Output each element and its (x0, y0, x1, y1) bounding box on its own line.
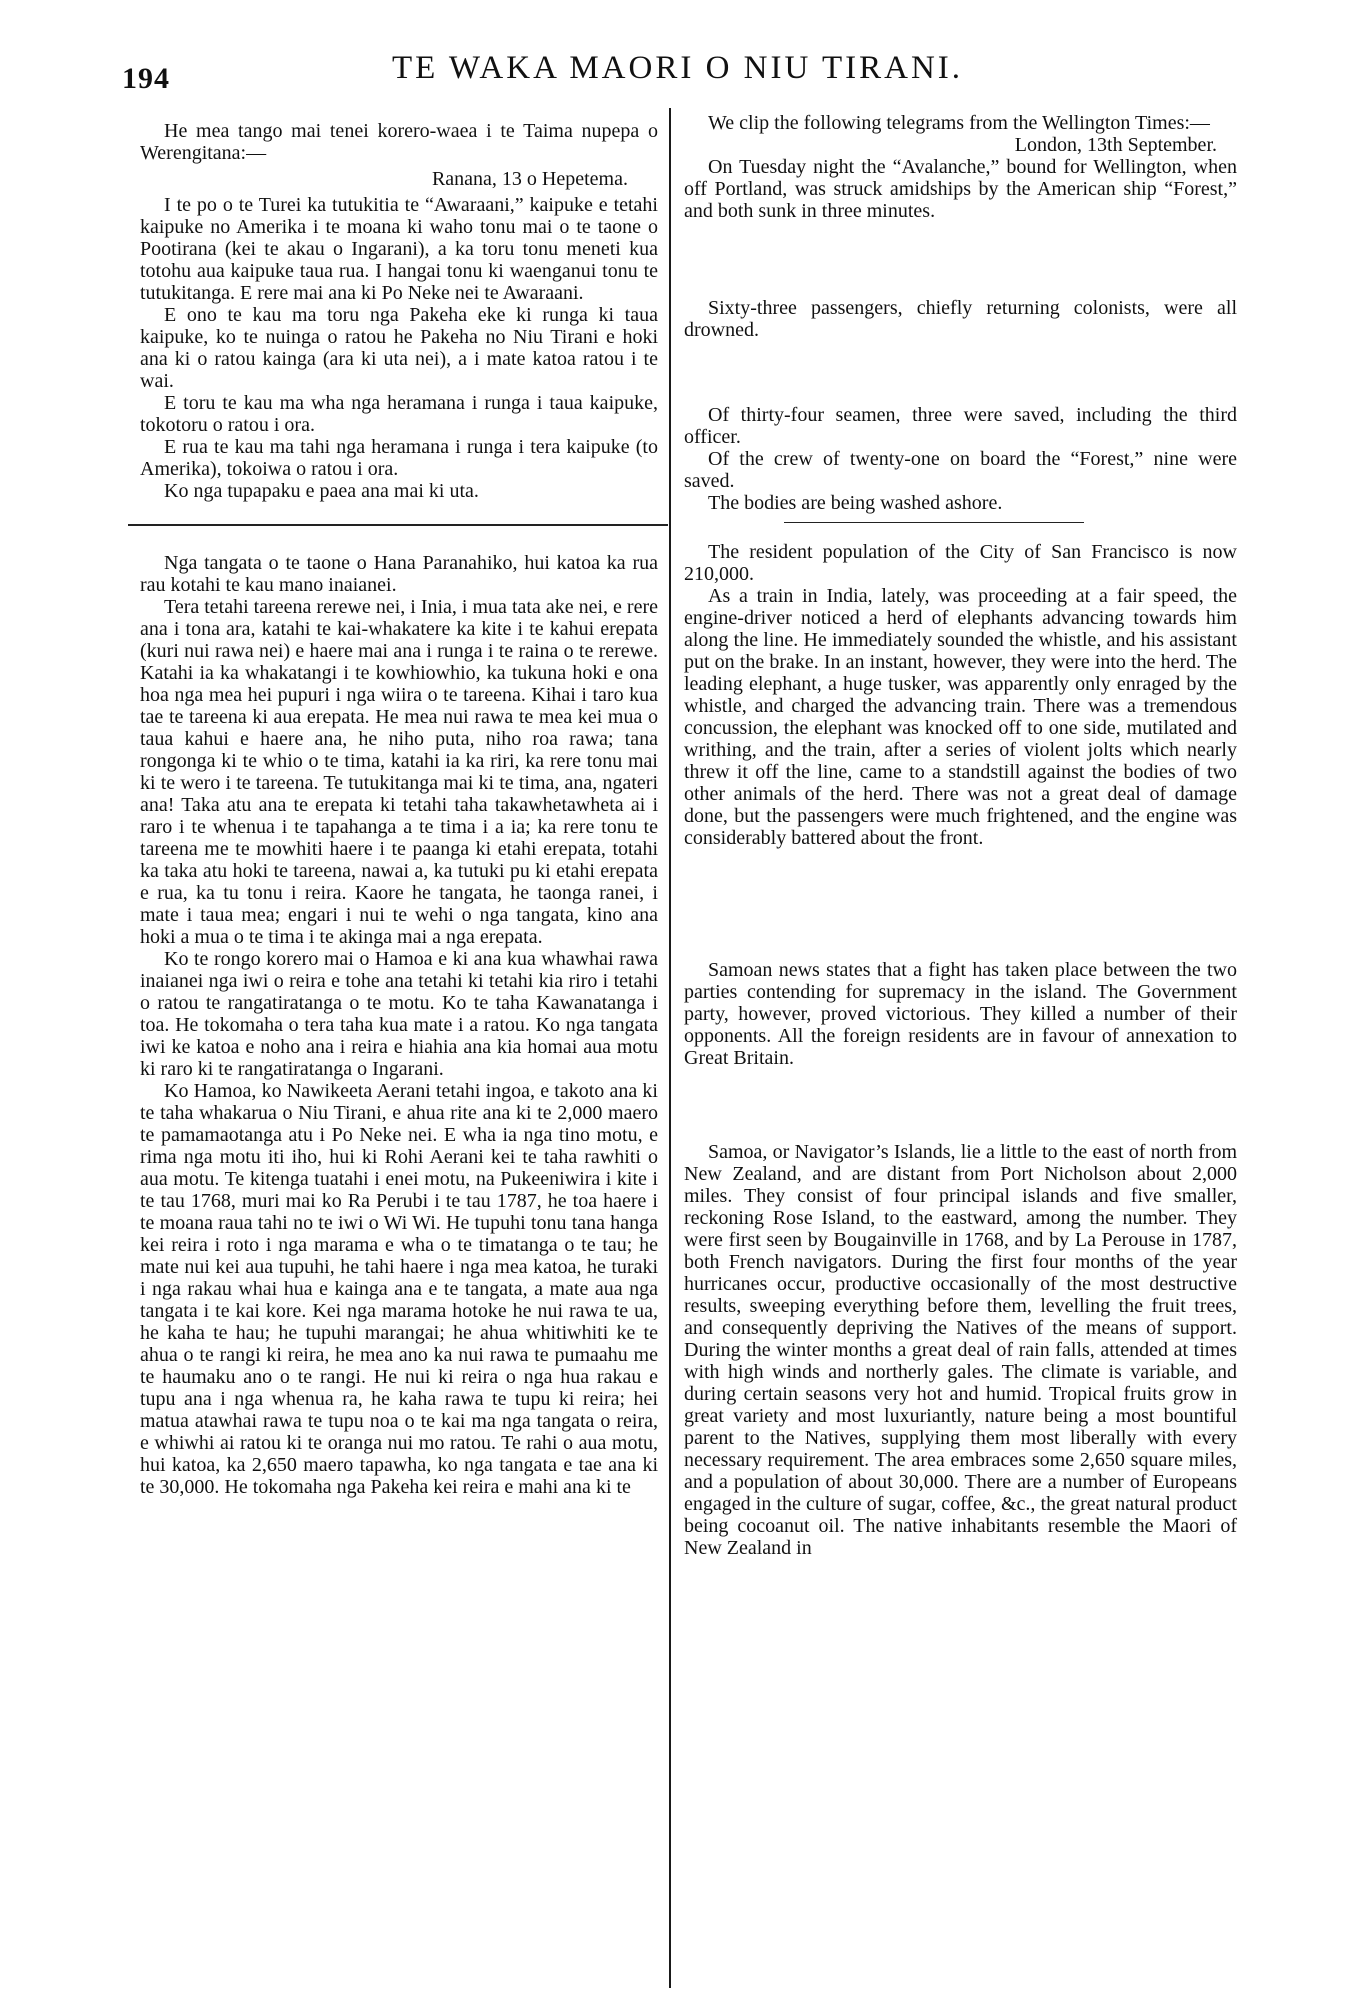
paragraph: On Tuesday night the “Avalanche,” bound for Wellington, when off Portland, was struck amidships by the American ship “Forest,” and both sunk in three minutes. (684, 156, 1237, 222)
paragraph: Tera tetahi tareena rerewe nei, i Inia, i mua tata ake nei, e rere ana i tona ara, katahi te kai-whakatere ka kite i te kahui erepata (kuri nui rawa nei) e haere mai ana i runga i te raina o te rerewe. Katahi ia ka whakatangi i te kowhiowhio, ka tukuna hoki e ona hoa nga mea hei pupuri i nga wiira o te tareena. Kihai i taro kua tae te tareena ki aua erepata. He mea nui rawa te mea kei mua o taua kahui e haere ana, he niho puta, niho roa rawa; tana rongonga ki te whio o te tima, katahi ia ka riri, ka rere tonu mai ki te wero i te tareena. Te tutukitanga mai ki te tima, ana, ngateri ana! Taka atu ana te erepata ki tetahi taha takawhetawheta ai i raro i te whenua i te tapahanga a te tima i a ia; ka rere tonu te tareena me te mowhiti haere i te paanga ki etahi erepata, totahi ka taka atu hoki te tareena, nawai a, ka tutuki pu ki etahi erepata e rua, ka tu tonu i reira. Kaore he tangata, he taonga ranei, i mate i taua mea; engari i nui te wehi o nga tangata, kino ana hoki a mua o te tima i te akinga mai a nga erepata. (140, 596, 658, 948)
paragraph: Ko Hamoa, ko Nawikeeta Aerani tetahi ingoa, e takoto ana ki te taha whakarua o Niu Tirani, e ahua rite ana ki te 2,000 maero te pamamaotanga atu i Po Neke nei. E wha ia nga tino motu, e rima nga motu iti iho, hui ki Rohi Aerani kei te taha rawhiti o aua motu. Te kitenga tuatahi i enei motu, na Pukeeniwira i kite i te tau 1768, muri mai ko Ra Perubi i te tau 1787, he toa haere i te moana raua tahi no te iwi o Wi Wi. He tupuhi tonu tana hanga kei reira i roto i nga marama e wha o te timatanga o te tau; he mate nui kei aua tupuhi, he tahi haere i nga mea katoa, he turaki i nga rakau whai hua e kainga ana e te tangata, a mate aua nga tangata i te kai kore. Kei nga marama hotoke he nui rawa te ua, he kaha te hau; he tupuhi marangai; he ahua whitiwhiti ke te ahua o te rangi ki reira, he mea ano ka nui rawa te pumaahu me te haumaku ano o te rangi. He nui ki reira o nga hua rakau e tupu ana i nga whenua ra, he kaha rawa te tupu ki reira; hei matua atawhai rawa te tupu noa o te kai ma nga tangata o reira, e whiwhi ai ratou ki te oranga nui mo ratou. Te rahi o aua motu, hui katoa, ka 2,650 maero tapawha, ko nga tangata e tae ana ki te 30,000. He tokomaha nga Pakeha kei reira e mahi ana ki te (140, 1080, 658, 1498)
dateline: Ranana, 13 o Hepetema. (431, 168, 628, 190)
right-column (684, 110, 1237, 1559)
paragraph: The resident population of the City of San Francisco is now 210,000. (684, 541, 1237, 585)
paragraph: Of thirty-four seamen, three were saved, including the third officer. (684, 404, 1237, 448)
section-divider (128, 524, 668, 526)
paragraph: I te po o te Turei ka tutukitia te “Awaraani,” kaipuke e tetahi kaipuke no Amerika i te moana ki waho tonu mai o te taone o Pootirana (kei te akau o Ingarani), a ka toru tonu meneti kua totohu aua kaipuke taua rua. I hangai tonu ki waenganui tonu te tutukitanga. E rere mai ana ki Po Neke nei te Awaraani. (140, 194, 658, 304)
paragraph: We clip the following telegrams from the Wellington Times:— (708, 112, 1210, 134)
dateline: London, 13th September. (1014, 134, 1217, 156)
article-telegram-english (684, 112, 1237, 514)
paragraph: E rua te kau ma tahi nga heramana i runga i tera kaipuke (to Amerika), tokoiwa o ratou i ora. (140, 436, 658, 480)
paragraph: He mea tango mai tenei korero-waea i te Taima nupepa o Werengitana:— (140, 120, 658, 164)
paragraph: Ko nga tupapaku e paea ana mai ki uta. (164, 480, 479, 502)
paragraph: E toru te kau ma wha nga heramana i runga i taua kaipuke, tokotoru o ratou i ora. (140, 392, 658, 436)
paragraph: Ko te rongo korero mai o Hamoa e ki ana kua whawhai rawa inaianei nga iwi o reira e tohe ana tetahi ki tetahi kia riro i tetahi o ratou te rangatiratanga o te motu. Ko te taha Kawanatanga i toa. He tokomaha o tera taha kua mate i a ratou. Ko nga tangata iwi ke katoa e noho ana i reira e hiahia ana kia homai aua motu ki raro ki te rangatiratanga o Ingarani. (140, 948, 658, 1080)
article-news-maori (140, 552, 658, 1498)
paragraph: Samoan news states that a fight has taken place between the two parties contending for supremacy in the island. The Government party, however, proved victorious. They killed a number of their opponents. All the foreign residents are in favour of annexation to Great Britain. (684, 959, 1237, 1069)
left-column (140, 110, 658, 1498)
paragraph: The bodies are being washed ashore. (708, 492, 1003, 514)
paragraph: Nga tangata o te taone o Hana Paranahiko, hui katoa ka rua rau kotahi te kau mano inaianei. (140, 552, 658, 596)
paragraph: Of the crew of twenty-one on board the “Forest,” nine were saved. (684, 448, 1237, 492)
page-title: TE WAKA MAORI O NIU TIRANI. (391, 50, 964, 86)
section-divider (784, 522, 1084, 523)
page-number: 194 (122, 62, 170, 95)
paragraph: Sixty-three passengers, chiefly returning colonists, were all drowned. (684, 297, 1237, 341)
paragraph: As a train in India, lately, was proceeding at a fair speed, the engine-driver noticed a herd of elephants advancing towards him along the line. He immediately sounded the whistle, and his assistant put on the brake. In an instant, however, they were into the herd. The leading elephant, a huge tusker, was apparently only enraged by the whistle, and charged the advancing train. There was a tremendous concussion, the elephant was knocked off to one side, mutilated and writhing, and the train, after a series of violent jolts which nearly threw it off the line, came to a standstill against the bodies of two other animals of the herd. There was not a great deal of damage done, but the passengers were much frightened, and the engine was considerably battered about the front. (684, 585, 1237, 849)
article-telegram-maori (140, 120, 658, 502)
paragraph: Samoa, or Navigator’s Islands, lie a little to the east of north from New Zealand, and are distant from Port Nicholson about 2,000 miles. They consist of four principal islands and five smaller, reckoning Rose Island, to the eastward, among the number. They were first seen by Bougainville in 1768, and by La Perouse in 1787, both French navigators. During the first four months of the year hurricanes occur, productive occasionally of the most destructive results, sweeping everything before them, levelling the fruit trees, and consequently depriving the Natives of the means of support. During the winter months a great deal of rain falls, attended at times with high winds and northerly gales. The climate is variable, and during certain seasons very hot and humid. Tropical fruits grow in great variety and most luxuriantly, nature being a most bountiful parent to the Natives, supplying them most liberally with every necessary requirement. The area embraces some 2,650 square miles, and a population of about 30,000. There are a number of Europeans engaged in the culture of sugar, coffee, &c., the great natural product being cocoanut oil. The native inhabitants resemble the Maori of New Zealand in (684, 1141, 1237, 1559)
column-divider (669, 108, 671, 1988)
paragraph: E ono te kau ma toru nga Pakeha eke ki runga ki taua kaipuke, ko te nuinga o ratou he Pakeha no Niu Tirani e hoki ana ki o ratou kainga (ara ki uta nei), a i mate katoa ratou i te wai. (140, 304, 658, 392)
article-news-english (684, 541, 1237, 1559)
